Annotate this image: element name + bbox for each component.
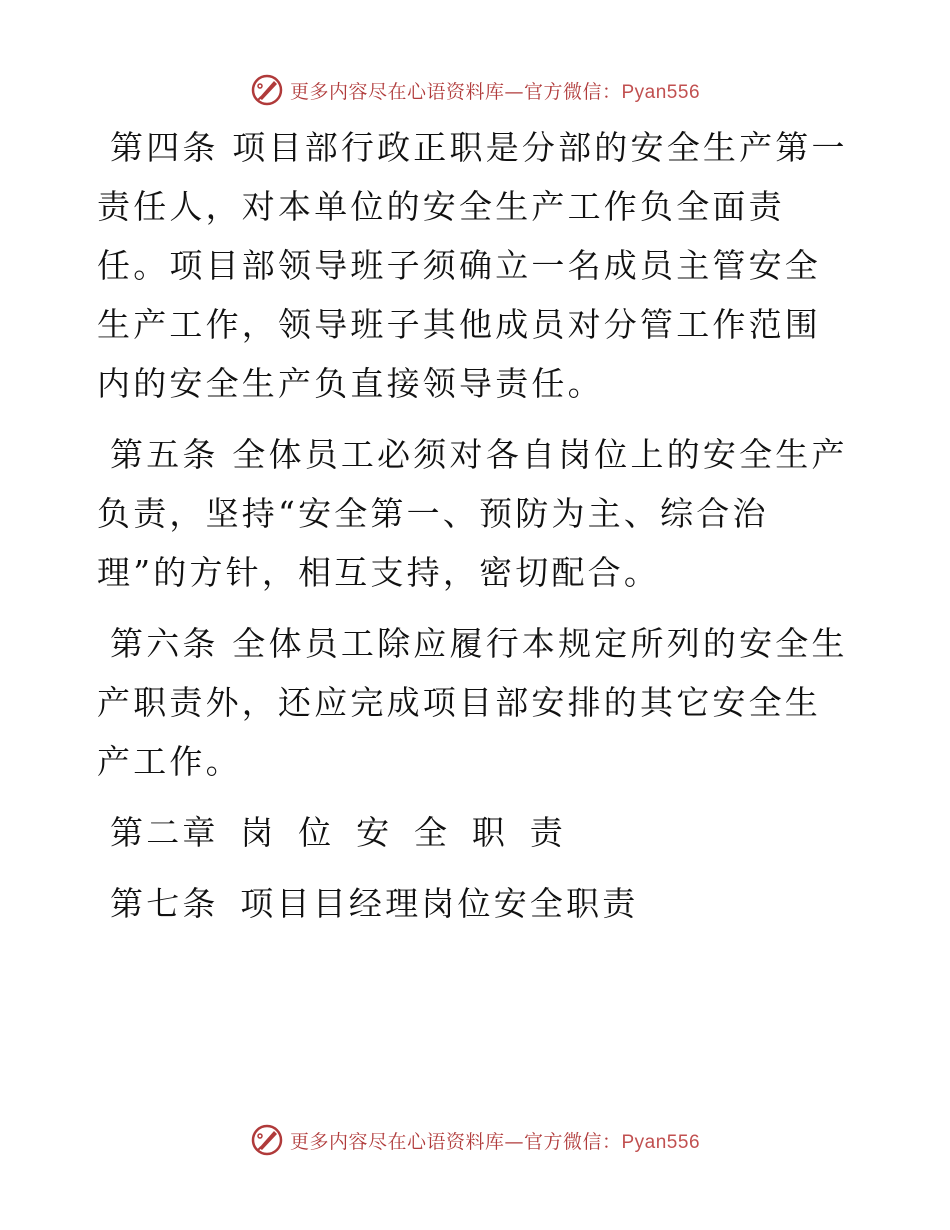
header-watermark — [0, 70, 950, 110]
quill-pen-logo-icon — [250, 1123, 284, 1157]
document-body — [97, 118, 857, 945]
watermark-handle: Pyan556 — [621, 1131, 701, 1153]
footer-watermark — [0, 1120, 950, 1160]
watermark-handle: Pyan556 — [621, 81, 701, 103]
watermark-text: 更多内容尽在心语资料库—官方微信：Pyan556 — [289, 80, 701, 103]
quill-pen-logo-icon — [250, 73, 284, 107]
article-heading: 第七条 项目目经理岗位安全职责 — [110, 884, 639, 923]
chapter-heading: 第二章 岗 位 安 全 职 责 — [110, 813, 566, 852]
paragraph-article-4: 第四条 项目部行政正职是分部的安全生产第一责任人，对本单位的安全生产工作负全面责任。项目部领导班子须确立一名成员主管安全生产工作，领导班子其他成员对分管工作范围内的安全生产负直接领导责任。 — [97, 128, 848, 403]
watermark-text: 更多内容尽在心语资料库—官方微信：Pyan556 — [289, 1130, 701, 1153]
paragraph-article-5: 第五条 全体员工必须对各自岗位上的安全生产负责，坚持“安全第一、预防为主、综合治理”的方针，相互支持，密切配合。 — [97, 435, 848, 592]
paragraph-article-6: 第六条 全体员工除应履行本规定所列的安全生产职责外，还应完成项目部安排的其它安全生产工作。 — [97, 624, 848, 781]
